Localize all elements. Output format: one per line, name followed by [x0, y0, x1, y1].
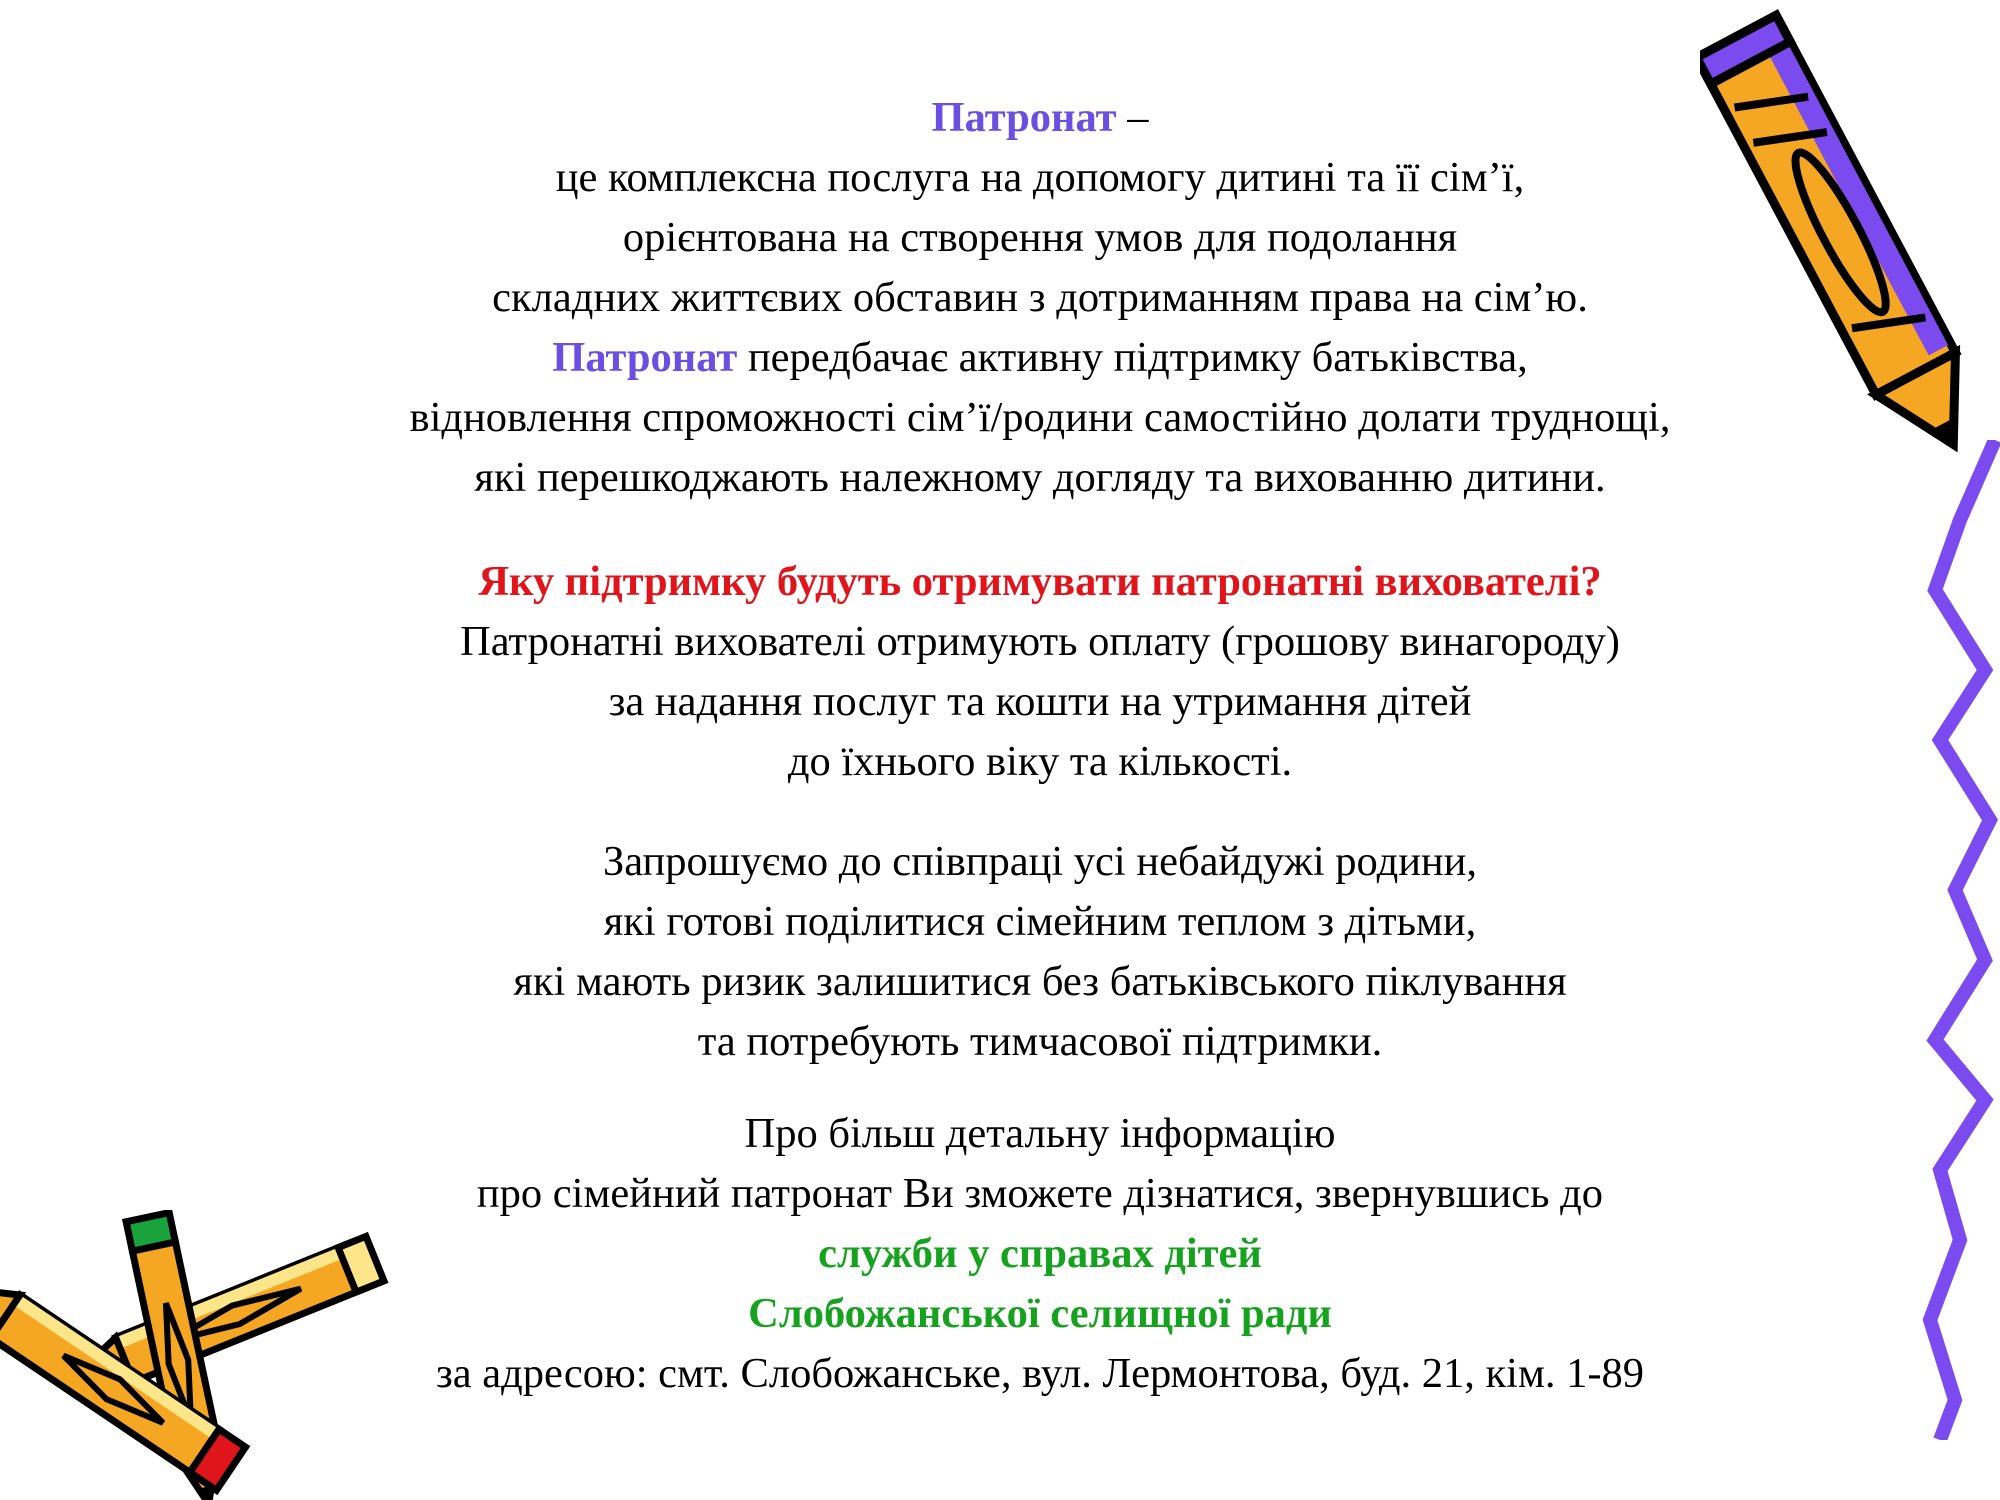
definition-line: це комплексна послуга на допомогу дитині та її сім’ї, [555, 154, 1525, 201]
wavy-line-icon [1900, 440, 2000, 1440]
definition-line-rest: передбачає активну підтримку батьківства, [737, 334, 1528, 381]
definition-heading [290, 88, 1790, 148]
contact-section [290, 1104, 1790, 1404]
support-section [290, 552, 1790, 792]
invitation-section [290, 832, 1790, 1072]
contact-address: за адресою: смт. Слобожанське, вул. Лермонтова, буд. 21, кім. 1-89 [435, 1350, 1645, 1397]
term-patronage-2: Патронат [552, 334, 738, 381]
definition-line: орієнтована на створення умов для подолання [622, 214, 1458, 261]
definition-section [290, 88, 1790, 508]
term-dash: – [1116, 94, 1149, 141]
support-question: Яку підтримку будуть отримувати патронатні вихователі? [478, 558, 1602, 605]
support-line: за надання послуг та кошти на утримання дітей [608, 678, 1472, 725]
contact-line: про сімейний патронат Ви зможете дізнатися, звернувшись до [476, 1170, 1604, 1217]
definition-line-with-term [290, 328, 1790, 388]
support-line: Патронатні вихователі отримують оплату (грошову винагороду) [460, 618, 1620, 665]
support-line: до їхнього віку та кількості. [787, 738, 1293, 785]
organization-name-line1: служби у справах дітей [818, 1230, 1262, 1277]
definition-line: відновлення спроможності сім’ї/родини самостійно долати труднощі, [409, 394, 1671, 441]
invitation-line: Запрошуємо до співпраці усі небайдужі родини, [602, 838, 1478, 885]
term-patronage: Патронат [931, 94, 1117, 141]
invitation-line: які готові поділитися сімейним теплом з дітьми, [603, 898, 1477, 945]
contact-line: Про більш детальну інформацію [744, 1110, 1336, 1157]
definition-line: складних життєвих обставин з дотриманням права на сім’ю. [492, 274, 1588, 321]
invitation-line: та потребують тимчасової підтримки. [697, 1018, 1383, 1065]
organization-name-line2: Слобожанської селищної ради [748, 1290, 1332, 1337]
definition-line: які перешкоджають належному догляду та вихованню дитини. [474, 454, 1606, 501]
invitation-line: які мають ризик залишитися без батьківського піклування [513, 958, 1567, 1005]
